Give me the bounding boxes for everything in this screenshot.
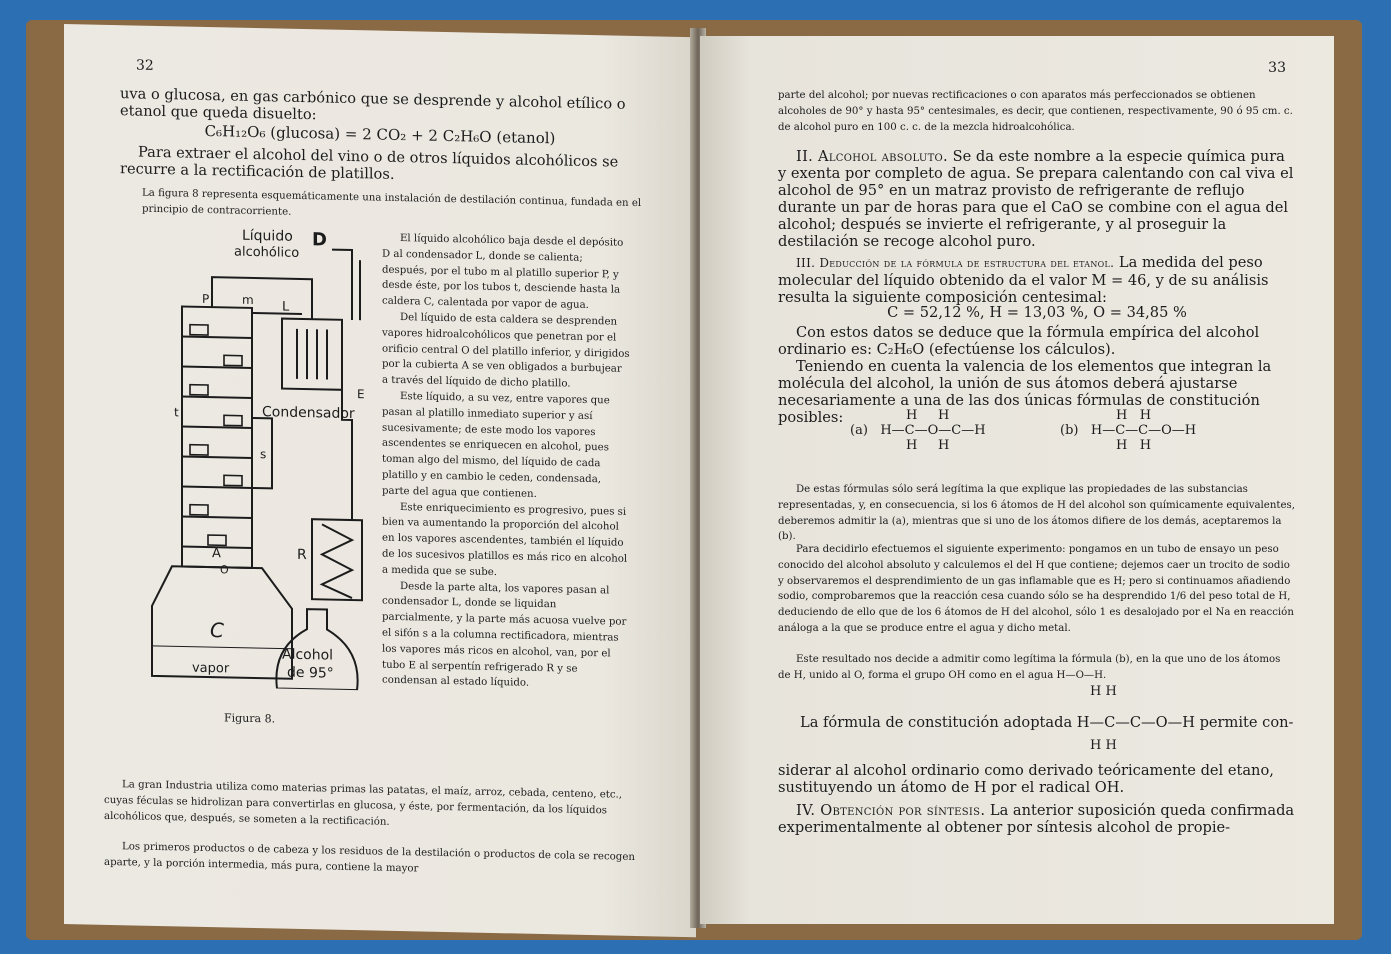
- structure-b-bottom: H H: [1116, 438, 1152, 453]
- adopted-formula-continuation: siderar al alcohol ordinario como derivado teóricamente del etano, sustituyendo un átomo de H por el radical OH.: [778, 762, 1274, 796]
- label-P: P: [202, 291, 210, 307]
- label-R: R: [297, 546, 307, 564]
- section-3: [778, 254, 1296, 306]
- label-C: C: [210, 618, 224, 643]
- adopted-formula-bottom-h: H H: [1090, 738, 1117, 753]
- adopted-formula-post: permite con-: [1199, 714, 1294, 731]
- right-page: [700, 36, 1334, 924]
- section-4-text: La anterior suposición queda confirmada experimentalmente al obtener por síntesis alcohol de propie-: [778, 802, 1295, 836]
- page-number-right: 33: [1268, 60, 1286, 76]
- page-number-left: 32: [136, 57, 154, 74]
- section-4: [778, 802, 1296, 836]
- label-D: D: [312, 229, 327, 251]
- label-vapor: vapor: [192, 660, 230, 677]
- section-2-heading: II. Alcohol absoluto.: [796, 148, 948, 165]
- label-alcoholico: alcohólico: [234, 244, 300, 261]
- section-3-heading: III. Deducción de la fórmula de estructura del etanol.: [796, 256, 1115, 270]
- section-2-text: Se da este nombre a la especie química pura y exenta por completo de agua. Se prepara calentando con cal viva el alcohol de 95° en un matraz provisto de refrigerante de reflujo durante un par de horas para que el CaO se combine con el agua del alcohol; después se invierte el refrigerante, y al proseguir la destilación se recoge alcohol puro.: [778, 148, 1294, 250]
- label-s: s: [260, 447, 267, 462]
- label-E: E: [357, 387, 365, 402]
- valence-paragraph: Teniendo en cuenta la valencia de los elementos que integran la molécula del alcohol, la unión de sus átomos deberá ajustarse necesariamente a una de las dos únicas fórmulas de constitución posibles:: [778, 358, 1272, 426]
- left-page: [64, 24, 696, 937]
- empirical-formula-paragraph: Con estos datos se deduce que la fórmula empírica del alcohol ordinario es: C₂H₆O (efectúense los cálculos).: [778, 324, 1260, 358]
- side-paragraph-5: Desde la parte alta, los vapores pasan al condensador L, donde se liquidan parcialmente, y la parte más acuosa vuelve por el sifón s a la columna rectificadora, mientras los vapores más ricos en alcohol, van, por el tubo E al serpentín refrigerado R y se condensan al estado líquido.: [382, 580, 627, 690]
- label-A: A: [212, 546, 221, 562]
- label-m: m: [242, 292, 254, 307]
- right-paragraph-0: parte del alcohol; por nuevas rectificaciones o con aparatos más perfeccionados se obtienen alcoholes de 90° y hasta 95° centesimales, es decir, que contienen, respectivamente, 90 ó 95 cm. c. de alcohol puro en 100 c. c. de la mezcla hidroalcohólica.: [778, 90, 1293, 133]
- structure-a-top: H H: [906, 408, 950, 423]
- left-paragraph-1: uva o glucosa, en gas carbónico que se desprende y alcohol etílico o etanol que queda disuelto:: [120, 85, 626, 124]
- fermentation-formula: C₆H₁₂O₆ (glucosa) = 2 CO₂ + 2 C₂H₆O (etanol): [204, 121, 556, 148]
- section-3-text: La medida del peso molecular del líquido obtenido da el valor M = 46, y de su análisis resulta la siguiente composición centesimal:: [778, 254, 1269, 306]
- adopted-formula-line: [800, 714, 1300, 731]
- column-trays: [182, 336, 252, 547]
- left-paragraph-5: Los primeros productos o de cabeza y los residuos de la destilación o productos de cola se recogen aparte, y la porción intermedia, más pura, contiene la mayor: [104, 841, 635, 875]
- adopted-formula-top-h: H H: [1090, 684, 1117, 699]
- structure-b-top: H H: [1116, 408, 1152, 423]
- structure-b-formula: H—C—C—O—H: [1090, 423, 1197, 438]
- centesimal-composition: C = 52,12 %, H = 13,03 %, O = 34,85 %: [887, 304, 1187, 321]
- adopted-formula: H—C—C—O—H: [1076, 714, 1195, 731]
- label-alcohol95-line1: Alcohol: [282, 646, 334, 664]
- structure-a-formula: H—C—O—C—H: [880, 423, 986, 438]
- label-O: O: [220, 563, 229, 577]
- side-paragraph-4: Este enriquecimiento es progresivo, pues si bien va aumentando la proporción del alcohol en los vapores ascendentes, también el líquido de los sucesivos platillos es más rico en alcohol a medida que se sube.: [382, 501, 628, 578]
- structure-a: [850, 408, 986, 453]
- label-L: L: [282, 299, 290, 315]
- right-small-paragraph-2: Para decidirlo efectuemos el siguiente experimento: pongamos en un tubo de ensayo un peso conocido del alcohol absoluto y calculemos el del H que contiene; dejemos caer un trocito de sodio y observaremos el desprendimiento de un gas inflamable que es H; pero si continuamos añadiendo sodio, comprobaremos que la reacción cesa cuando sólo se ha desprendido 1/6 del peso total de H, deduciendo de ello que de los 6 átomos de H del alcohol, sólo 1 es desalojado por el Na en reacción análoga a la que se produce entre el agua y dicho metal.: [778, 544, 1294, 634]
- side-paragraph-1: El líquido alcohólico baja desde el depósito D al condensador L, donde se calienta; después, por el tubo m al platillo superior P, y desde éste, por los tubos t, desciende hasta la caldera C, calentada por vapor de agua.: [382, 233, 624, 312]
- figure-caption: Figura 8.: [224, 711, 276, 726]
- structure-a-label: (a): [850, 423, 868, 438]
- label-liquido: Líquido: [242, 227, 293, 245]
- label-t: t: [174, 405, 179, 420]
- right-small-paragraph-3: Este resultado nos decide a admitir como legítima la fórmula (b), en la que uno de los átomos de H, unido al O, forma el grupo OH como en el agua H—O—H.: [778, 654, 1281, 681]
- label-alcohol95-line2: de 95°: [287, 664, 334, 682]
- label-condensador: Condensador: [262, 404, 355, 423]
- section-4-heading: IV. Obtención por síntesis.: [796, 802, 986, 819]
- left-paragraph-4: La gran Industria utiliza como materias primas las patatas, el maíz, arroz, cebada, centeno, etc., cuyas féculas se hidrolizan para convertirlas en glucosa, y éste, por fermentación, da los líquidos alcohólicos que, después, se someten a la rectificación.: [104, 779, 623, 828]
- side-paragraph-3: Este líquido, a su vez, entre vapores que pasan al platillo inmediato superior y así sucesivamente; de este modo los vapores ascendentes se enriquecen en alcohol, pues toman algo del mismo, del líquido de cada platillo y en cambio le ceden, condensada, parte del agua que contienen.: [382, 391, 610, 500]
- structure-a-bottom: H H: [906, 438, 950, 453]
- right-small-paragraph-1: De estas fórmulas sólo será legítima la que explique las propiedades de las substancias representadas, y, en consecuencia, si los 6 átomos de H del alcohol son químicamente equivalentes, deberemos admitir la (a), mientras que si uno de los átomos difiere de los demás, aceptaremos la (b).: [778, 484, 1295, 543]
- distillation-column-diagram: [112, 215, 374, 690]
- figure-side-column: [382, 231, 630, 694]
- adopted-formula-pre: La fórmula de constitución adoptada: [800, 714, 1073, 731]
- left-paragraph-3: La figura 8 representa esquemáticamente una instalación de destilación continua, fundada en el principio de contracorriente.: [142, 187, 642, 218]
- section-2: [778, 148, 1296, 250]
- structure-b-label: (b): [1060, 423, 1079, 438]
- structure-b: [1060, 408, 1196, 453]
- side-paragraph-2: Del líquido de esta caldera se desprenden vapores hidroalcohólicos que penetran por el orificio central O del platillo inferior, y dirigidos por la cubierta A se ven obligados a burbujear a través del líquido de dicho platillo.: [382, 312, 630, 390]
- left-paragraph-2: Para extraer el alcohol del vino o de otros líquidos alcohólicos se recurre a la rectificación de platillos.: [120, 143, 619, 183]
